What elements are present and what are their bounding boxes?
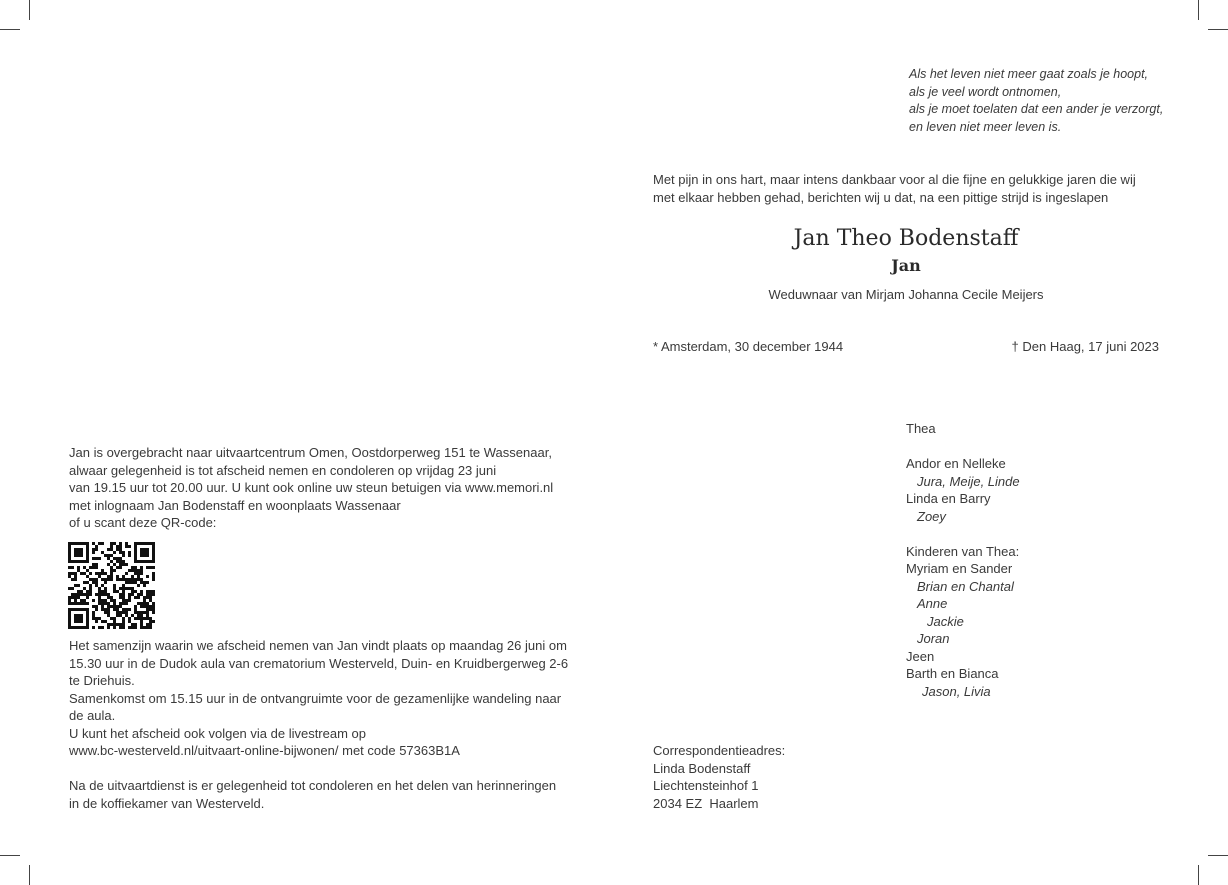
family-item: Linda en Barry xyxy=(906,491,991,506)
family-item: Thea xyxy=(906,421,936,436)
poem-line: als je moet toelaten dat een ander je verzorgt, xyxy=(909,102,1164,117)
correspondence-address xyxy=(653,742,785,812)
poem-line: als je veel wordt ontnomen, xyxy=(909,84,1062,99)
viewing-line: met inlognaam Jan Bodenstaff en woonplaats Wassenaar xyxy=(69,497,401,513)
crop-mark xyxy=(0,29,20,30)
correspondence-line: Linda Bodenstaff xyxy=(653,760,751,776)
family-list xyxy=(906,420,1020,700)
crop-mark xyxy=(1208,855,1228,856)
correspondence-line: 2034 EZ Haarlem xyxy=(653,795,759,811)
family-item: Jason, Livia xyxy=(922,683,991,699)
poem-line: Als het leven niet meer gaat zoals je hoopt, xyxy=(909,67,1149,81)
family-item: Kinderen van Thea: xyxy=(906,543,1020,559)
viewing-line: Jan is overgebracht naar uitvaartcentrum Omen, Oostdorperweg 151 te Wassenaar, xyxy=(69,445,552,460)
family-item: Jura, Meije, Linde xyxy=(917,473,1020,489)
death-info: † Den Haag, 17 juni 2023 xyxy=(1011,339,1159,354)
condolence-info xyxy=(69,777,556,812)
widower-line: Weduwnaar van Mirjam Johanna Cecile Meijers xyxy=(768,287,1044,302)
crop-mark xyxy=(29,0,30,20)
ceremony-info xyxy=(69,637,568,760)
family-item: Andor en Nelleke xyxy=(906,456,1006,471)
condolence-line: in de koffiekamer van Westerveld. xyxy=(69,795,265,811)
family-item: Jackie xyxy=(927,613,964,629)
crop-mark xyxy=(0,855,20,856)
family-item xyxy=(906,438,1020,456)
ceremony-line: 15.30 uur in de Dudok aula van crematorium Westerveld, Duin- en Kruidbergerweg 2-6 xyxy=(69,655,569,671)
family-item: Zoey xyxy=(917,508,946,524)
deceased-full-name: Jan Theo Bodenstaff xyxy=(793,226,1019,251)
viewing-info xyxy=(69,444,553,532)
crop-mark xyxy=(29,865,30,885)
ceremony-line: Het samenzijn waarin we afscheid nemen van Jan vindt plaats op maandag 26 juni om xyxy=(69,638,567,653)
family-item: Brian en Chantal xyxy=(917,578,1014,594)
correspondence-line: Correspondentieadres: xyxy=(653,743,786,758)
viewing-line: van 19.15 uur tot 20.00 uur. U kunt ook online uw steun betuigen via www.memori.nl xyxy=(69,480,554,495)
ceremony-line: de aula. xyxy=(69,708,116,723)
viewing-line: alwaar gelegenheid is tot afscheid nemen en condoleren op vrijdag 23 juni xyxy=(69,462,497,478)
ceremony-line: te Driehuis. xyxy=(69,673,135,688)
crop-mark xyxy=(1198,865,1199,885)
crop-mark xyxy=(1198,0,1199,20)
viewing-line: of u scant deze QR-code: xyxy=(69,515,217,530)
condolence-line: Na de uitvaartdienst is er gelegenheid tot condoleren en het delen van herinneringen xyxy=(69,778,557,793)
family-item: Jeen xyxy=(906,648,935,664)
ceremony-line: Samenkomst om 15.15 uur in de ontvangruimte voor de gezamenlijke wandeling naar xyxy=(69,690,562,706)
family-item: Barth en Bianca xyxy=(906,666,999,681)
crop-mark xyxy=(1208,29,1228,30)
birth-info: * Amsterdam, 30 december 1944 xyxy=(653,339,844,354)
intro-text xyxy=(653,171,1136,206)
correspondence-line: Liechtensteinhof 1 xyxy=(653,778,759,793)
poem xyxy=(909,66,1163,136)
family-item: Anne xyxy=(917,596,948,611)
qr-code-icon[interactable] xyxy=(68,542,155,629)
family-item xyxy=(906,525,1020,543)
family-item: Joran xyxy=(917,631,950,646)
ceremony-line: U kunt het afscheid ook volgen via de livestream op xyxy=(69,725,367,741)
intro-line: met elkaar hebben gehad, berichten wij u dat, na een pittige strijd is ingeslapen xyxy=(653,189,1109,205)
ceremony-line: www.bc-westerveld.nl/uitvaart-online-bijwonen/ met code 57363B1A xyxy=(69,743,460,758)
deceased-call-name: Jan xyxy=(891,256,921,275)
family-item: Myriam en Sander xyxy=(906,561,1013,576)
poem-line: en leven niet meer leven is. xyxy=(909,119,1062,134)
intro-line: Met pijn in ons hart, maar intens dankbaar voor al die fijne en gelukkige jaren die wij xyxy=(653,172,1136,187)
